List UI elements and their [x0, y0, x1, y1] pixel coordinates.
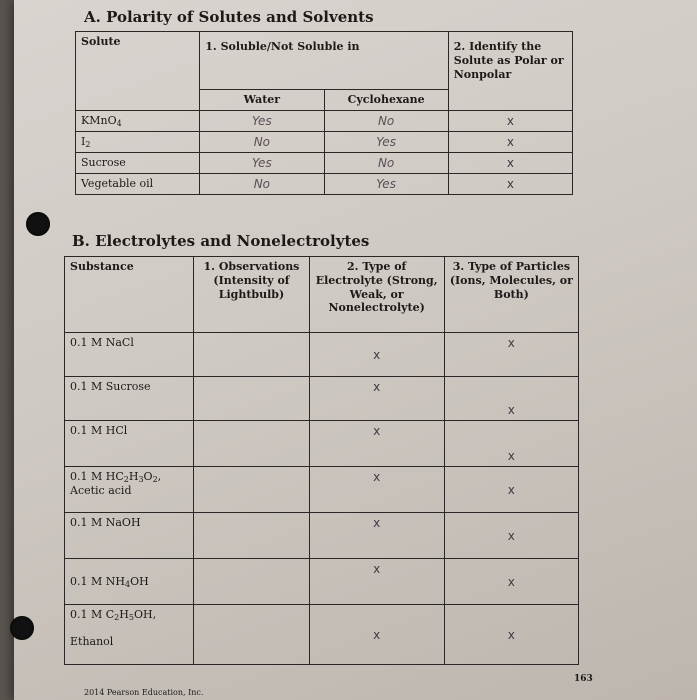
- substance-cell: 0.1 M Sucrose: [65, 377, 194, 421]
- table-row: [65, 467, 579, 513]
- identify-header: 2. Identify the Solute as Polar or Nonpolar: [448, 32, 572, 111]
- table-row: [65, 421, 579, 467]
- particles-answer: x: [444, 467, 578, 513]
- table-row: [76, 110, 573, 131]
- electrolyte-type-answer: x: [309, 421, 444, 467]
- page-number: 163: [574, 674, 593, 684]
- substance-common-name: Acetic acid: [70, 484, 132, 497]
- electrolyte-type-answer: x: [309, 605, 444, 665]
- table-row: [76, 173, 573, 194]
- observation-cell: [194, 377, 309, 421]
- polarity-answer: x: [448, 131, 572, 152]
- table-row: [65, 333, 579, 377]
- particles-answer: x: [444, 421, 578, 467]
- observation-cell: [194, 559, 309, 605]
- particles-answer: x: [444, 559, 578, 605]
- particles-header: 3. Type of Particles (Ions, Molecules, or Both): [444, 257, 578, 333]
- observation-cell: [194, 605, 309, 665]
- water-answer: No: [200, 173, 324, 194]
- electrolyte-type-answer: x: [309, 513, 444, 559]
- punch-hole: [10, 616, 34, 640]
- table-row: [76, 131, 573, 152]
- substance-cell: 0.1 M HCl: [65, 421, 194, 467]
- electrolyte-type-header: 2. Type of Electrolyte (Strong, Weak, or Nonelectrolyte): [309, 257, 444, 333]
- binder-margin: [0, 0, 14, 700]
- water-answer: No: [200, 131, 324, 152]
- table-row: [65, 377, 579, 421]
- polarity-table: [75, 31, 573, 195]
- substance-common-name: Ethanol: [70, 635, 114, 648]
- cyclohexane-answer: Yes: [324, 131, 448, 152]
- particles-answer: x: [444, 513, 578, 559]
- publisher-credit: 2014 Pearson Education, Inc.: [84, 688, 204, 697]
- electrolyte-type-answer: x: [309, 559, 444, 605]
- particles-answer: x: [444, 333, 578, 377]
- cyclohexane-header: Cyclohexane: [324, 90, 448, 111]
- table-row: [65, 605, 579, 665]
- observations-header: 1. Observations (Intensity of Lightbulb): [194, 257, 309, 333]
- water-header: Water: [200, 90, 324, 111]
- observation-cell: [194, 513, 309, 559]
- section-a-heading: A. Polarity of Solutes and Solvents: [84, 8, 374, 26]
- substance-cell: 0.1 M $HC_2H_3O_2$, Acetic acid: [65, 467, 194, 513]
- observation-cell: [194, 421, 309, 467]
- section-b-heading: B. Electrolytes and Nonelectrolytes: [72, 232, 370, 250]
- substance-cell: 0.1 M NaCl: [65, 333, 194, 377]
- electrolyte-type-answer: x: [309, 333, 444, 377]
- solute-header: Solute: [76, 32, 200, 111]
- polarity-answer: x: [448, 110, 572, 131]
- water-answer: Yes: [200, 110, 324, 131]
- worksheet-page: [14, 0, 697, 700]
- observation-cell: [194, 333, 309, 377]
- substance-cell: 0.1 M $C_2H_5OH$, Ethanol: [65, 605, 194, 665]
- solute-cell: KMnO$_4$: [76, 110, 200, 131]
- particles-answer: x: [444, 377, 578, 421]
- substance-cell: 0.1 M $NH_4OH$: [65, 559, 194, 605]
- electrolyte-type-answer: x: [309, 377, 444, 421]
- table-row: [65, 513, 579, 559]
- solute-cell: $I_2$: [76, 131, 200, 152]
- substance-header: Substance: [65, 257, 194, 333]
- polarity-answer: x: [448, 152, 572, 173]
- solute-cell: Vegetable oil: [76, 173, 200, 194]
- cyclohexane-answer: No: [324, 110, 448, 131]
- soluble-header: 1. Soluble/Not Soluble in: [200, 32, 449, 90]
- observation-cell: [194, 467, 309, 513]
- punch-hole: [26, 212, 50, 236]
- electrolyte-type-answer: x: [309, 467, 444, 513]
- electrolytes-table: [64, 256, 579, 665]
- solute-cell: Sucrose: [76, 152, 200, 173]
- table-row: [76, 152, 573, 173]
- polarity-answer: x: [448, 173, 572, 194]
- particles-answer: x: [444, 605, 578, 665]
- table-row: [65, 559, 579, 605]
- substance-cell: 0.1 M NaOH: [65, 513, 194, 559]
- cyclohexane-answer: Yes: [324, 173, 448, 194]
- cyclohexane-answer: No: [324, 152, 448, 173]
- water-answer: Yes: [200, 152, 324, 173]
